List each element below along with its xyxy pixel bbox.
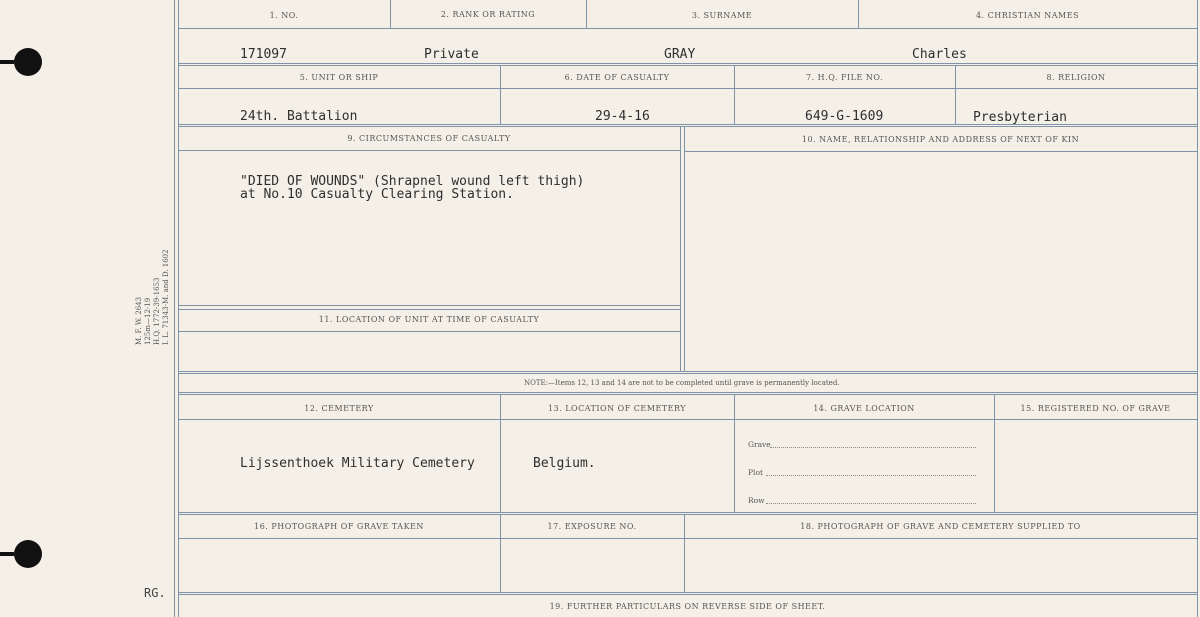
christian-names-label: 4. CHRISTIAN NAMES xyxy=(975,11,1080,20)
no-label: 1. NO. xyxy=(269,11,299,20)
grave-dots xyxy=(770,447,976,448)
side-print-2: 125m—12-19 xyxy=(144,297,152,345)
plot-label: Plot xyxy=(748,468,763,477)
plot-dots xyxy=(766,475,976,476)
christian-names-value: Charles xyxy=(912,47,967,62)
punch-hole-top xyxy=(14,48,42,76)
punch-hole-bottom xyxy=(14,540,42,568)
unit-value: 24th. Battalion xyxy=(240,109,358,124)
rank-label: 2. RANK OR RATING xyxy=(440,10,536,19)
hq-file-value: 649-G-1609 xyxy=(805,109,884,124)
circumstances-line-1: "DIED OF WOUNDS" (Shrapnel wound left thigh) xyxy=(240,174,585,189)
surname-label: 3. SURNAME xyxy=(691,11,753,20)
circumstances-line-2: at No.10 Casualty Clearing Station. xyxy=(240,187,514,202)
registered-no-label: 15. REGISTERED NO. OF GRAVE xyxy=(1020,404,1171,413)
unit-label: 5. UNIT OR SHIP xyxy=(299,73,379,82)
grave-label: Grave xyxy=(748,440,771,449)
hq-file-label: 7. H.Q. FILE NO. xyxy=(806,73,883,82)
photo-taken-label: 16. PHOTOGRAPH OF GRAVE TAKEN xyxy=(254,522,424,531)
note-text: NOTE:—Items 12, 13 and 14 are not to be completed until grave is permanently located. xyxy=(524,379,840,387)
cemetery-label: 12. CEMETERY xyxy=(304,404,374,413)
side-print-3: H.Q. 1772-39-1653 xyxy=(153,277,161,345)
photo-supplied-label: 18. PHOTOGRAPH OF GRAVE AND CEMETERY SUPPLIED TO xyxy=(800,522,1081,531)
rg-mark: RG. xyxy=(144,586,166,600)
no-value: 171097 xyxy=(240,47,287,62)
grave-location-label: 14. GRAVE LOCATION xyxy=(813,404,915,413)
punch-hole-bottom-tab xyxy=(0,552,14,556)
circumstances-label: 9. CIRCUMSTANCES OF CASUALTY xyxy=(347,134,511,143)
location-cemetery-label: 13. LOCATION OF CEMETERY xyxy=(547,404,687,413)
side-print-4: I. L. 71343-M. and D. 1602 xyxy=(162,249,170,345)
religion-label: 8. RELIGION xyxy=(1046,73,1106,82)
further-particulars-label: 19. FURTHER PARTICULARS ON REVERSE SIDE OF SHEET. xyxy=(549,602,826,611)
row-label: Row xyxy=(748,496,765,505)
surname-value: GRAY xyxy=(664,47,696,62)
religion-value: Presbyterian xyxy=(973,110,1067,125)
next-of-kin-label: 10. NAME, RELATIONSHIP AND ADDRESS OF NEXT OF KIN xyxy=(801,135,1080,144)
location-unit-label: 11. LOCATION OF UNIT AT TIME OF CASUALTY xyxy=(318,315,540,324)
date-casualty-value: 29-4-16 xyxy=(595,109,650,124)
location-cemetery-value: Belgium. xyxy=(533,456,596,471)
side-print-1: M. F. W. 2643 xyxy=(135,296,143,345)
date-casualty-label: 6. DATE OF CASUALTY xyxy=(564,73,670,82)
row-dots xyxy=(766,503,976,504)
rank-value: Private xyxy=(424,47,479,62)
punch-hole-top-tab xyxy=(0,60,14,64)
cemetery-value: Lijssenthoek Military Cemetery xyxy=(240,456,475,471)
exposure-label: 17. EXPOSURE NO. xyxy=(547,522,637,531)
